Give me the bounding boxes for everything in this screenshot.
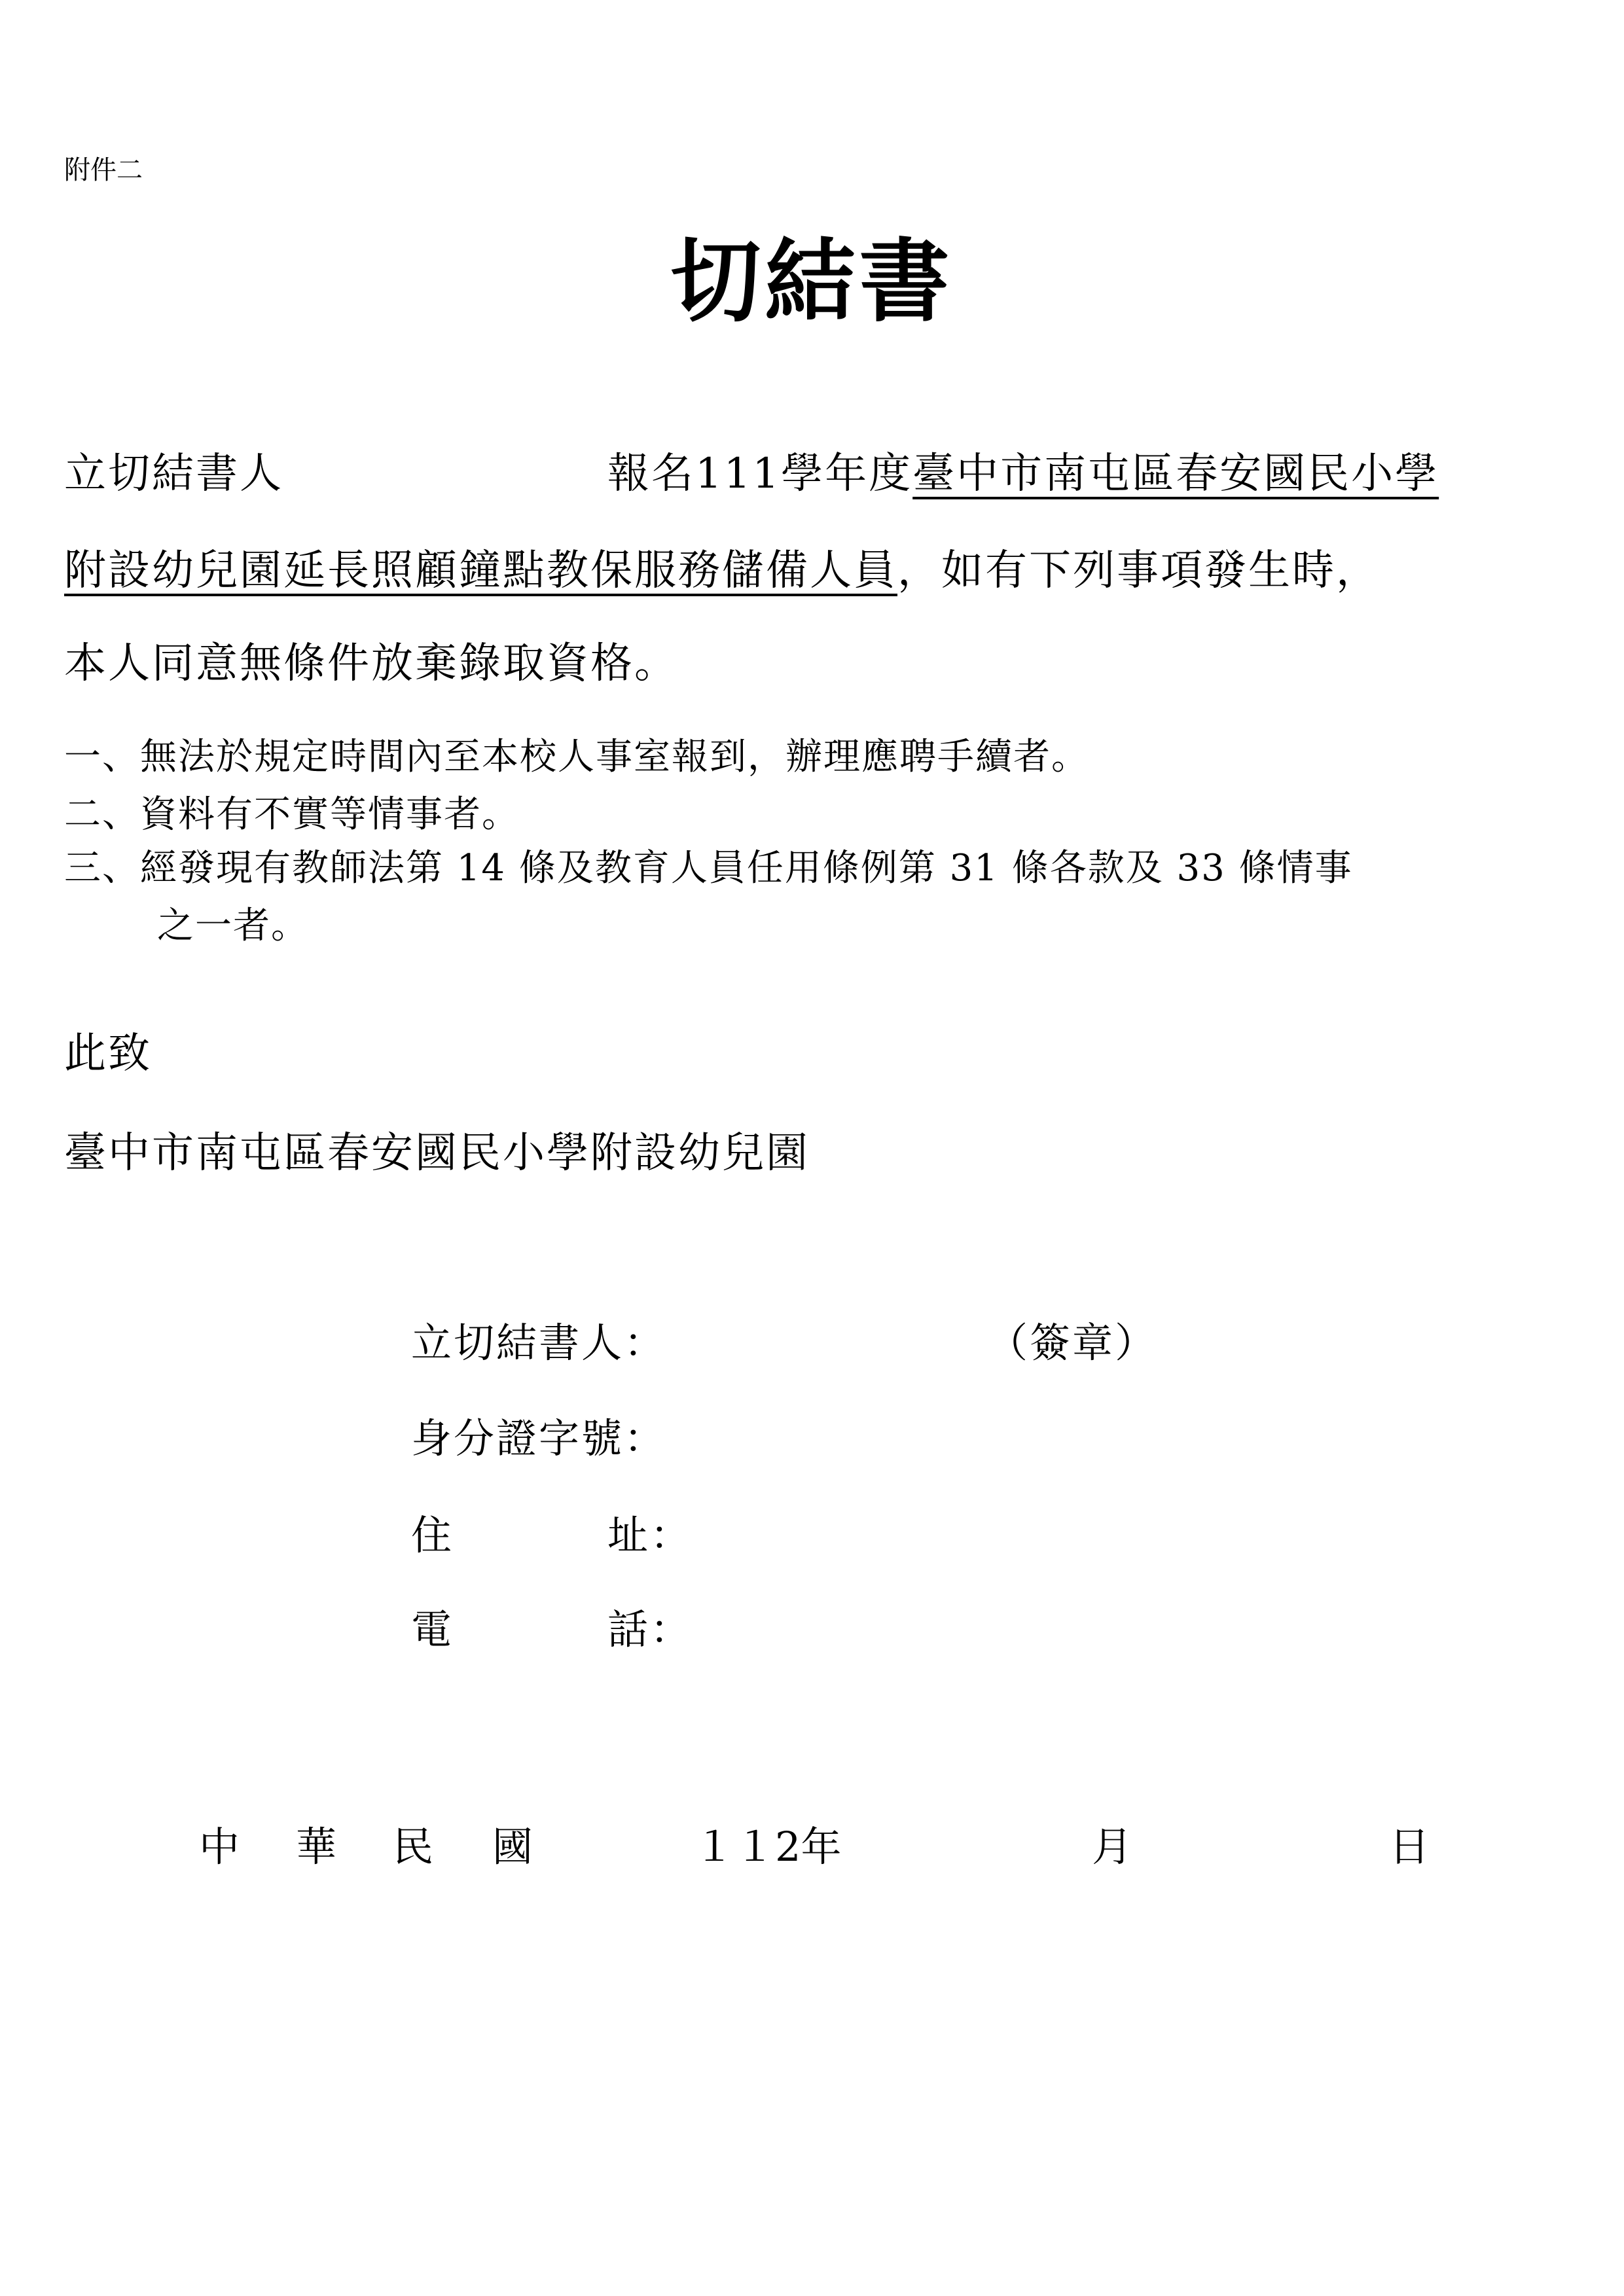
statement-signer-label: 立切結書人 [64, 450, 283, 498]
statement-line2 [64, 537, 1380, 597]
document-title: 切結書 [670, 228, 954, 334]
list-item-continuation: 之一者。 [157, 905, 309, 947]
statement-condition: ，如有下列事項發生時， [897, 547, 1380, 595]
statement-line1 [607, 440, 1439, 500]
list-item: 三、經發現有教師法第 14 條及教育人員任用條例第 31 條各款及 33 條情事 [64, 847, 1353, 889]
date-char: 民 [393, 1823, 434, 1871]
phone-label: 電 [411, 1605, 454, 1653]
address-label: 住 [411, 1511, 454, 1559]
date-char: 華 [296, 1823, 337, 1871]
address-label-suffix: 址： [607, 1511, 693, 1559]
id-number-label: 身分證字號： [411, 1414, 667, 1462]
statement-position: 附設幼兒園延長照顧鐘點教保服務儲備人員 [64, 547, 897, 595]
statement-line3: 本人同意無條件放棄錄取資格。 [64, 639, 678, 688]
recipient: 臺中市南屯區春安國民小學附設幼兒園 [64, 1129, 810, 1177]
statement-school-name: 臺中市南屯區春安國民小學 [912, 450, 1439, 498]
statement-registration: 報名111學年度 [607, 450, 913, 498]
salutation: 此致 [64, 1030, 152, 1078]
phone-label-suffix: 話： [607, 1605, 693, 1653]
list-item: 二、資料有不實等情事者。 [64, 793, 520, 836]
list-item: 一、無法於規定時間內至本校人事室報到，辦理應聘手續者。 [64, 736, 1089, 778]
date-day: 日 [1389, 1823, 1430, 1871]
signer-label: 立切結書人： [411, 1319, 667, 1367]
date-year: １１2年 [694, 1823, 842, 1871]
date-char: 中 [199, 1823, 240, 1871]
signer-stamp-label: （簽章） [987, 1319, 1158, 1367]
date-char: 國 [492, 1823, 533, 1871]
attachment-label: 附件二 [64, 155, 143, 185]
date-month: 月 [1092, 1823, 1133, 1871]
